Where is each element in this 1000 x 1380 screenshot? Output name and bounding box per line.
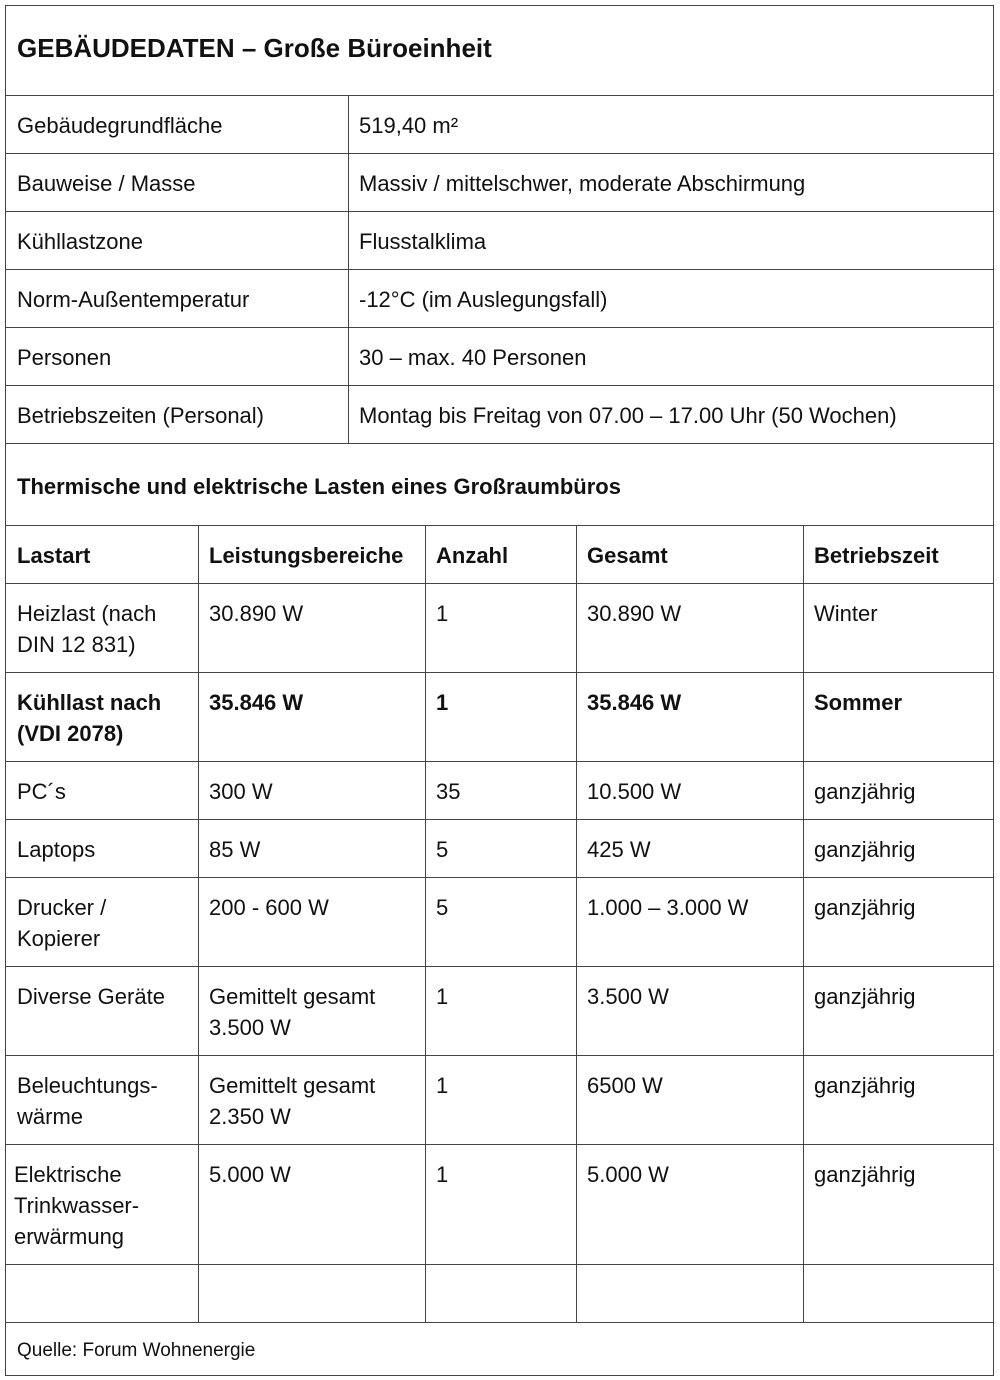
column-header-gesamt: Gesamt	[587, 543, 668, 568]
table-row	[6, 673, 993, 762]
building-row	[6, 270, 993, 328]
data-sheet	[5, 5, 994, 1376]
cell-leistungsbereiche	[198, 1265, 425, 1279]
table-row	[6, 967, 993, 1056]
table-header-row	[6, 526, 993, 584]
cell-betriebszeit: Sommer	[814, 690, 903, 715]
title-row	[6, 6, 993, 96]
table-row-empty	[6, 1265, 993, 1323]
table-row	[6, 820, 993, 878]
cell-lastart: Laptops	[17, 837, 96, 862]
cell-anzahl: 5	[436, 837, 449, 862]
column-header-anzahl: Anzahl	[436, 543, 509, 568]
source-row	[6, 1323, 993, 1375]
table-row	[6, 1145, 993, 1265]
building-value: 30 – max. 40 Personen	[359, 345, 587, 370]
cell-leistungsbereiche: 300 W	[209, 779, 273, 804]
building-label: Personen	[17, 345, 112, 370]
cell-gesamt: 5.000 W	[587, 1162, 669, 1187]
cell-lastart: Diverse Geräte	[17, 984, 165, 1009]
cell-betriebszeit: ganzjährig	[814, 837, 916, 862]
building-row	[6, 328, 993, 386]
cell-lastart: Heizlast (nach DIN 12 831)	[17, 601, 157, 657]
cell-gesamt: 10.500 W	[587, 779, 682, 804]
cell-anzahl: 5	[436, 895, 449, 920]
cell-lastart: Beleuchtungs-wärme	[17, 1073, 158, 1129]
building-label: Kühllastzone	[17, 229, 143, 254]
page-title: GEBÄUDEDATEN – Große Büroeinheit	[17, 33, 492, 63]
loads-heading-row	[6, 444, 993, 526]
cell-betriebszeit: ganzjährig	[814, 984, 916, 1009]
cell-leistungsbereiche: 200 - 600 W	[209, 895, 329, 920]
building-label: Betriebszeiten (Personal)	[17, 403, 265, 428]
table-row	[6, 878, 993, 967]
building-value: 519,40 m²	[359, 113, 459, 138]
building-row	[6, 212, 993, 270]
table-row	[6, 584, 993, 673]
cell-leistungsbereiche: 35.846 W	[209, 690, 304, 715]
cell-anzahl	[425, 1265, 576, 1279]
cell-leistungsbereiche: Gemittelt gesamt 2.350 W	[209, 1073, 376, 1129]
cell-lastart: Drucker / Kopierer	[17, 895, 107, 951]
cell-gesamt: 3.500 W	[587, 984, 669, 1009]
table-row	[6, 1056, 993, 1145]
cell-gesamt	[576, 1265, 803, 1279]
building-row	[6, 386, 993, 444]
cell-gesamt: 1.000 – 3.000 W	[587, 895, 749, 920]
column-header-leistungsbereiche: Leistungsbereiche	[209, 543, 404, 568]
cell-anzahl: 1	[436, 601, 449, 626]
cell-gesamt: 6500 W	[587, 1073, 663, 1098]
cell-lastart	[6, 1265, 198, 1279]
building-label: Bauweise / Masse	[17, 171, 196, 196]
cell-lastart: PC´s	[17, 779, 66, 804]
source-note: Quelle: Forum Wohnenergie	[17, 1340, 256, 1361]
building-value: Flusstalklima	[359, 229, 487, 254]
cell-anzahl: 1	[436, 1162, 449, 1187]
cell-gesamt: 35.846 W	[587, 690, 682, 715]
cell-betriebszeit: ganzjährig	[814, 779, 916, 804]
cell-gesamt: 30.890 W	[587, 601, 682, 626]
cell-betriebszeit: ganzjährig	[814, 1073, 916, 1098]
building-row	[6, 154, 993, 212]
building-label: Norm-Außentemperatur	[17, 287, 250, 312]
cell-leistungsbereiche: 30.890 W	[209, 601, 304, 626]
cell-leistungsbereiche: 5.000 W	[209, 1162, 291, 1187]
building-value: -12°C (im Auslegungsfall)	[359, 287, 608, 312]
column-header-betriebszeit: Betriebszeit	[814, 543, 939, 568]
cell-gesamt: 425 W	[587, 837, 651, 862]
cell-anzahl: 1	[436, 984, 449, 1009]
cell-lastart: Elektrische Trinkwasser-erwärmung	[14, 1162, 140, 1249]
cell-betriebszeit: ganzjährig	[814, 895, 916, 920]
cell-betriebszeit	[803, 1265, 993, 1279]
cell-betriebszeit: ganzjährig	[814, 1162, 916, 1187]
cell-anzahl: 35	[436, 779, 461, 804]
cell-betriebszeit: Winter	[814, 601, 878, 626]
building-value: Montag bis Freitag von 07.00 – 17.00 Uhr (50 Wochen)	[359, 403, 897, 428]
cell-lastart: Kühllast nach (VDI 2078)	[17, 690, 162, 746]
loads-title: Thermische und elektrische Lasten eines Großraumbüros	[17, 474, 621, 499]
column-header-lastart: Lastart	[17, 543, 91, 568]
cell-leistungsbereiche: Gemittelt gesamt 3.500 W	[209, 984, 376, 1040]
cell-anzahl: 1	[436, 1073, 449, 1098]
cell-anzahl: 1	[436, 690, 449, 715]
cell-leistungsbereiche: 85 W	[209, 837, 261, 862]
building-row	[6, 96, 993, 154]
building-label: Gebäudegrundfläche	[17, 113, 223, 138]
building-value: Massiv / mittelschwer, moderate Abschirmung	[359, 171, 806, 196]
table-row	[6, 762, 993, 820]
